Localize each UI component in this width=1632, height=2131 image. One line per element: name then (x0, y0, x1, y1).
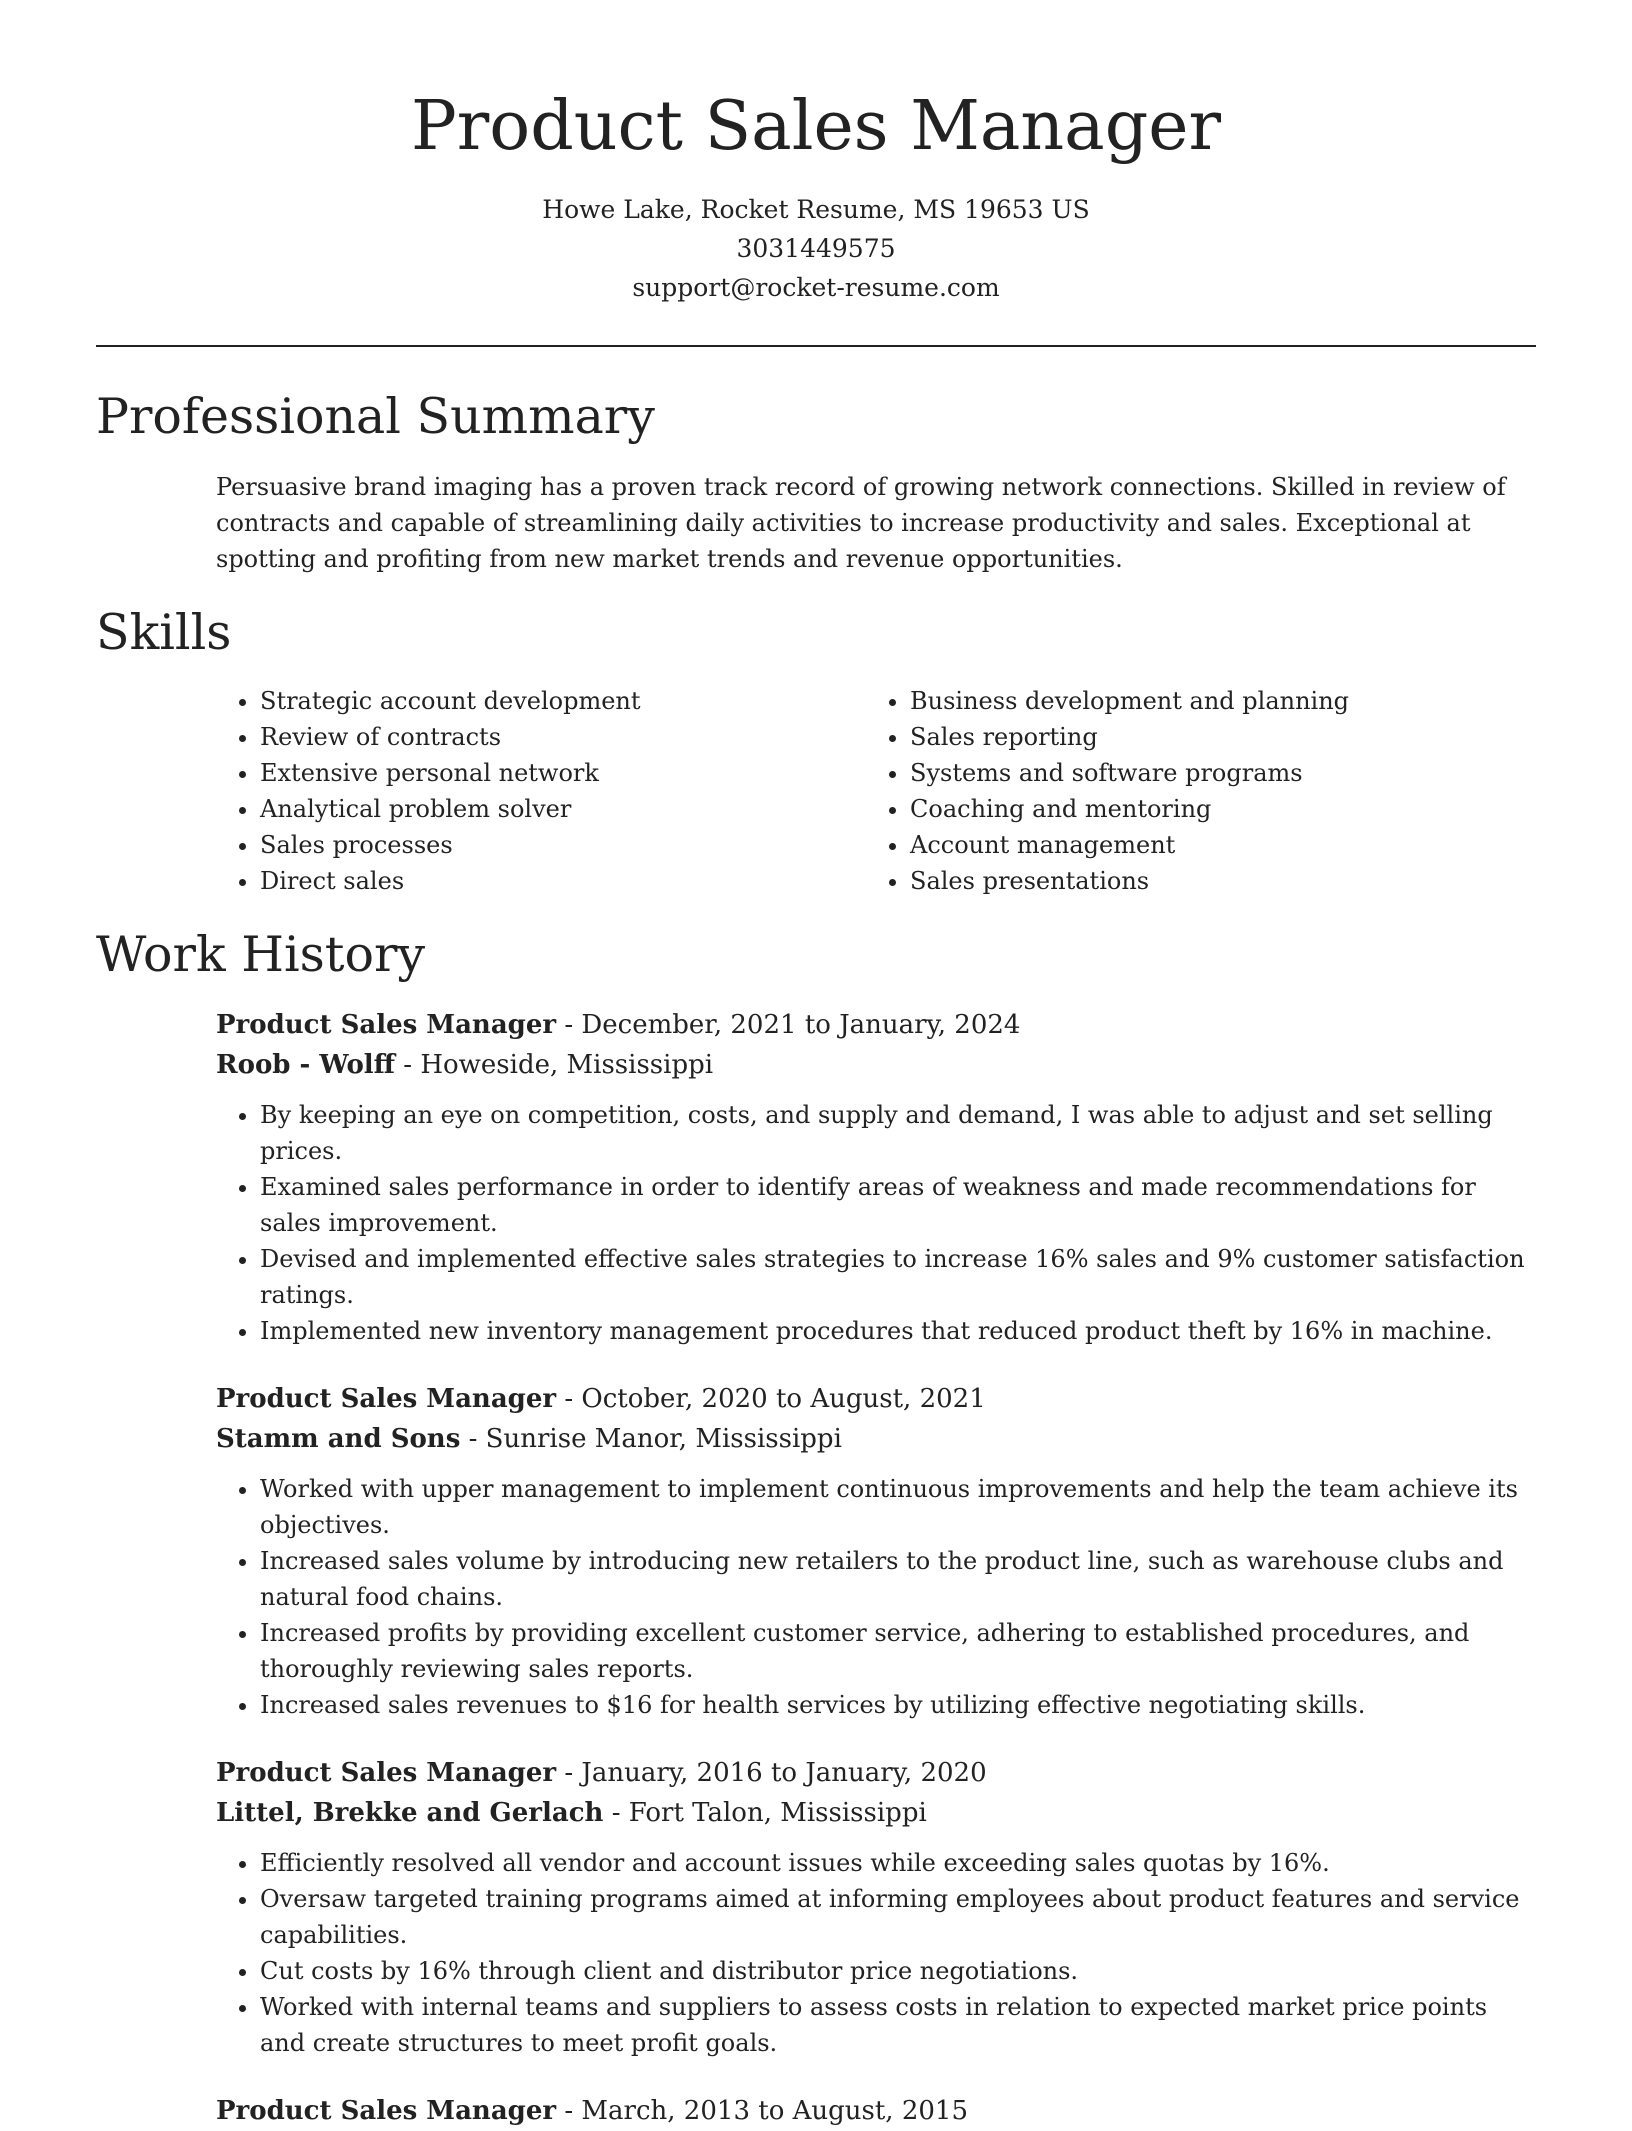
resume-name: Product Sales Manager (411, 87, 1221, 166)
job-company-line (216, 1793, 1536, 1833)
job-location: - Howeside, Mississippi (395, 1050, 714, 1080)
job-dates: - March, 2013 to August, 2015 (556, 2096, 969, 2126)
job-location: - Sunrise Manor, Mississippi (460, 1424, 842, 1454)
job-title-line (216, 2091, 1536, 2131)
contact-block (0, 190, 1632, 307)
job-company: Littel, Brekke and Gerlach (216, 1798, 604, 1828)
job-dates: - December, 2021 to January, 2024 (556, 1010, 1021, 1040)
job-bullet: • Oversaw targeted training programs aimed at informing employees about product features and service capabilities. (260, 1881, 1536, 1953)
job-entry (216, 2091, 1536, 2131)
skill-item: • Business development and planning (910, 683, 1349, 719)
job-title-line (216, 1753, 1536, 1793)
job-company-line (216, 1419, 1536, 1459)
job-entry (216, 1753, 1536, 2061)
job-title-line (216, 1005, 1536, 1045)
job-location: - Fort Talon, Mississippi (603, 1798, 927, 1828)
job-company: Roob - Wolff (216, 1050, 396, 1080)
contact-address: Howe Lake, Rocket Resume, MS 19653 US (542, 195, 1090, 224)
job-bullet: • Examined sales performance in order to identify areas of weakness and made recommendations for sales improvement. (260, 1169, 1536, 1241)
job-entry (216, 1005, 1536, 1349)
skill-item: • Strategic account development (260, 683, 866, 719)
skills-column-right (866, 683, 1349, 899)
summary-heading: Professional Summary (96, 388, 655, 445)
skill-item: • Systems and software programs (910, 755, 1349, 791)
contact-email: support@rocket-resume.com (632, 273, 1000, 302)
job-title: Product Sales Manager (216, 1758, 557, 1788)
skill-item: • Extensive personal network (260, 755, 866, 791)
job-bullet: • Implemented new inventory management procedures that reduced product theft by 16% in machine. (260, 1313, 1536, 1349)
job-entry (216, 1379, 1536, 1723)
job-bullet: • Worked with internal teams and suppliers to assess costs in relation to expected market price points and create structures to meet profit goals. (260, 1989, 1536, 2061)
job-dates: - October, 2020 to August, 2021 (556, 1384, 986, 1414)
job-bullet: • Increased sales volume by introducing new retailers to the product line, such as warehouse clubs and natural food chains. (260, 1543, 1536, 1615)
skill-item: • Direct sales (260, 863, 866, 899)
skill-item: • Analytical problem solver (260, 791, 866, 827)
job-bullet: • Devised and implemented effective sales strategies to increase 16% sales and 9% customer satisfaction ratings. (260, 1241, 1536, 1313)
job-dates: - January, 2016 to January, 2020 (556, 1758, 987, 1788)
job-bullet: • By keeping an eye on competition, costs, and supply and demand, I was able to adjust and set selling prices. (260, 1097, 1536, 1169)
job-bullets (216, 1097, 1536, 1349)
job-bullet: • Worked with upper management to implement continuous improvements and help the team achieve its objectives. (260, 1471, 1536, 1543)
skills-column-left (216, 683, 866, 899)
skill-item: • Sales processes (260, 827, 866, 863)
job-title: Product Sales Manager (216, 1384, 557, 1414)
job-bullet: • Cut costs by 16% through client and distributor price negotiations. (260, 1953, 1536, 1989)
job-title: Product Sales Manager (216, 1010, 557, 1040)
job-company: Stamm and Sons (216, 1424, 461, 1454)
contact-phone: 3031449575 (736, 234, 896, 263)
skill-item: • Sales reporting (910, 719, 1349, 755)
job-company-line (216, 1045, 1536, 1085)
skill-item: • Sales presentations (910, 863, 1349, 899)
job-bullet: • Increased profits by providing excellent customer service, adhering to established procedures, and thoroughly reviewing sales reports. (260, 1615, 1536, 1687)
skills-heading: Skills (96, 604, 232, 661)
job-bullet: • Increased sales revenues to $16 for health services by utilizing effective negotiating skills. (260, 1687, 1536, 1723)
header-divider (96, 345, 1536, 347)
job-title: Product Sales Manager (216, 2096, 557, 2126)
job-bullets (216, 1845, 1536, 2061)
work-history-heading: Work History (96, 926, 426, 983)
job-bullet: • Efficiently resolved all vendor and account issues while exceeding sales quotas by 16%. (260, 1845, 1536, 1881)
resume-header (0, 0, 1632, 307)
skill-item: • Review of contracts (260, 719, 866, 755)
skill-item: • Coaching and mentoring (910, 791, 1349, 827)
job-bullets (216, 1471, 1536, 1723)
job-title-line (216, 1379, 1536, 1419)
skill-item: • Account management (910, 827, 1349, 863)
summary-text: Persuasive brand imaging has a proven track record of growing network connections. Skilled in review of contracts and capable of streamlining daily activities to increase productivity and sales. Exceptional at spotting and profiting from new market trends and revenue opportunities. (216, 473, 1506, 573)
skills-list (216, 683, 1536, 899)
